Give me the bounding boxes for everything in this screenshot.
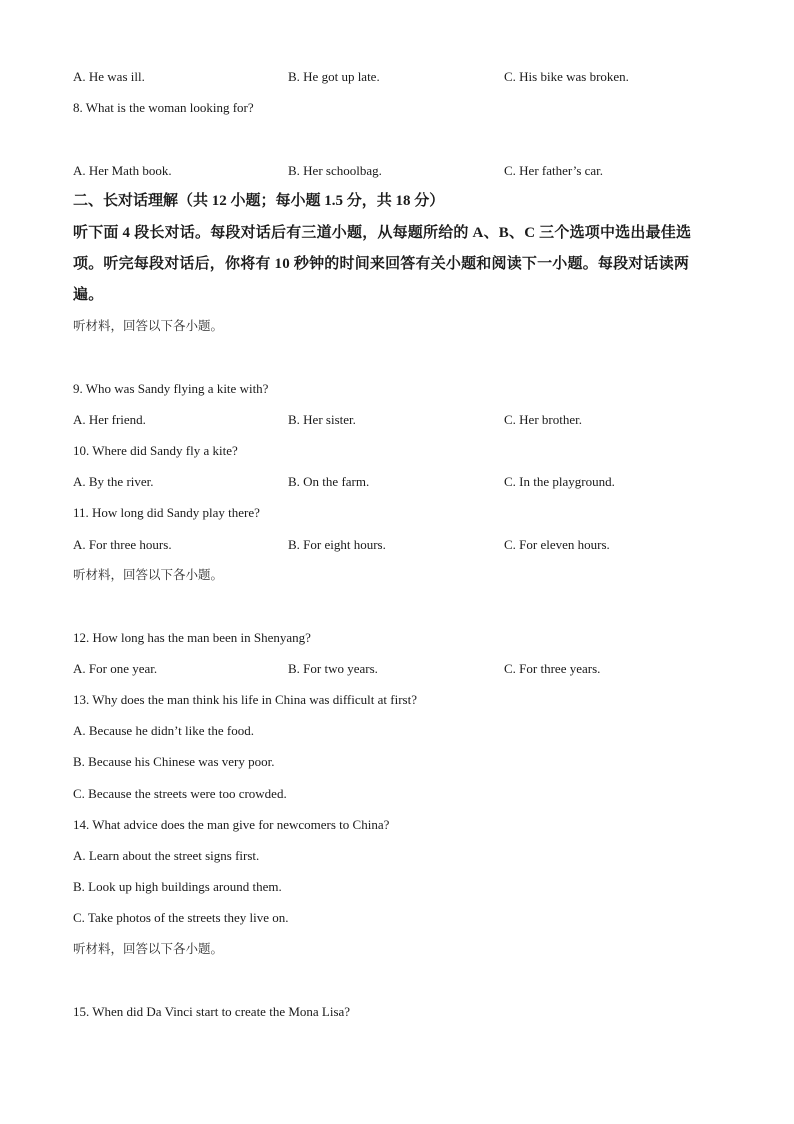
q11-option-a: A. For three hours. <box>73 537 172 552</box>
q14-option-c: C. Take photos of the streets they live on. <box>73 910 289 925</box>
listening-note-3: 听材料，回答以下各小题。 <box>73 942 224 956</box>
q10-option-c: C. In the playground. <box>504 474 615 489</box>
q12-option-a: A. For one year. <box>73 661 158 676</box>
q14-question: 14. What advice does the man give for newcomers to China? <box>73 817 390 832</box>
q9-question: 9. Who was Sandy flying a kite with? <box>73 381 269 396</box>
section-2-instruction-line-1: 听下面 4 段长对话。每段对话后有三道小题，从每题所给的 A、B、C 三个选项中选出最佳选 <box>73 225 692 241</box>
q11-question: 11. How long did Sandy play there? <box>73 505 260 520</box>
q7-option-c: C. His bike was broken. <box>504 69 629 84</box>
q9-option-b: B. Her sister. <box>288 412 356 427</box>
q11-option-b: B. For eight hours. <box>288 537 386 552</box>
q10-option-b: B. On the farm. <box>288 474 370 489</box>
q7-option-a: A. He was ill. <box>73 69 145 84</box>
q8-question: 8. What is the woman looking for? <box>73 100 254 115</box>
q13-option-c: C. Because the streets were too crowded. <box>73 786 287 801</box>
q13-option-b: B. Because his Chinese was very poor. <box>73 754 275 769</box>
q15-question: 15. When did Da Vinci start to create the Mona Lisa? <box>73 1004 351 1019</box>
listening-note-2: 听材料，回答以下各小题。 <box>73 568 224 582</box>
q7-option-b: B. He got up late. <box>288 69 380 84</box>
q8-option-a: A. Her Math book. <box>73 163 172 178</box>
q8-option-b: B. Her schoolbag. <box>288 163 382 178</box>
section-2-instruction-line-2: 项。听完每段对话后，你将有 10 秒钟的时间来回答有关小题和阅读下一小题。每段对话读两 <box>73 256 690 272</box>
q14-option-b: B. Look up high buildings around them. <box>73 879 282 894</box>
q9-option-c: C. Her brother. <box>504 412 582 427</box>
q13-question: 13. Why does the man think his life in China was difficult at first? <box>73 692 417 707</box>
q13-option-a: A. Because he didn’t like the food. <box>73 723 254 738</box>
q12-option-c: C. For three years. <box>504 661 601 676</box>
q12-question: 12. How long has the man been in Shenyang? <box>73 630 311 645</box>
q11-option-c: C. For eleven hours. <box>504 537 610 552</box>
q8-option-c: C. Her father’s car. <box>504 163 604 178</box>
section-2-instruction-line-3: 遍。 <box>73 287 104 303</box>
q10-option-a: A. By the river. <box>73 474 154 489</box>
q10-question: 10. Where did Sandy fly a kite? <box>73 443 238 458</box>
q12-option-b: B. For two years. <box>288 661 378 676</box>
q14-option-a: A. Learn about the street signs first. <box>73 848 260 863</box>
section-2-title: 二、长对话理解（共 12 小题；每小题 1.5 分，共 18 分） <box>73 193 445 209</box>
listening-note-1: 听材料，回答以下各小题。 <box>73 319 224 333</box>
q9-option-a: A. Her friend. <box>73 412 146 427</box>
